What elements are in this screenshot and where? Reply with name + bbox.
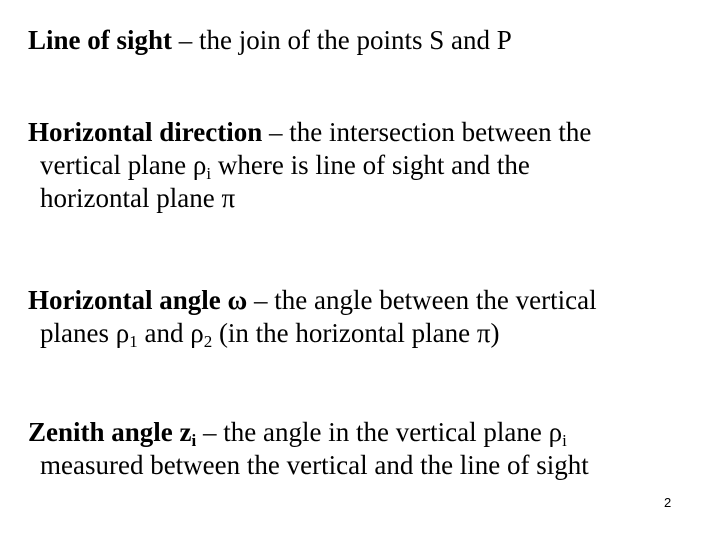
definition-zenith-angle xyxy=(28,416,708,482)
definition-text: measured between the vertical and the line of sight xyxy=(40,450,589,480)
definition-text: – the angle between the vertical xyxy=(247,285,597,315)
subscript: 2 xyxy=(203,332,213,351)
page-number: 2 xyxy=(664,495,672,510)
term-text: Horizontal angle xyxy=(28,285,228,315)
definition-line-of-sight xyxy=(28,24,708,57)
rho-symbol: ρ xyxy=(190,318,204,348)
pi-symbol: π xyxy=(221,183,236,213)
definition-text: – the join of the points S and P xyxy=(172,25,512,55)
definition-text: ) xyxy=(490,318,500,348)
term-zenith-angle xyxy=(28,417,197,450)
definition-text: and xyxy=(137,318,191,348)
continuation-line xyxy=(28,317,708,350)
definition-text: planes xyxy=(40,318,116,348)
term-horizontal-angle xyxy=(28,285,247,315)
continuation-line xyxy=(28,449,708,482)
definition-text: – the intersection between the xyxy=(262,117,592,147)
definition-horizontal-angle xyxy=(28,284,708,350)
rho-symbol: ρ xyxy=(115,318,130,348)
definition-text: vertical plane xyxy=(40,150,193,180)
term-line-of-sight: Line of sight xyxy=(28,25,173,55)
definition-text: (in the horizontal plane xyxy=(212,318,477,348)
subscript: i xyxy=(206,164,212,183)
definition-text: where is line of sight and the xyxy=(211,150,530,180)
term-text: Zenith angle z xyxy=(28,417,192,447)
omega-symbol: ω xyxy=(227,285,248,315)
definition-text: horizontal plane xyxy=(40,183,222,213)
definition-horizontal-direction xyxy=(28,116,708,215)
continuation-line xyxy=(28,149,708,182)
rho-symbol: ρ xyxy=(192,150,207,180)
subscript: i xyxy=(562,431,567,450)
pi-symbol: π xyxy=(476,318,491,348)
subscript: i xyxy=(191,431,197,450)
rho-symbol: ρ xyxy=(548,417,563,447)
term-horizontal-direction: Horizontal direction xyxy=(28,117,263,147)
definition-text: – the angle in the vertical plane xyxy=(196,417,549,447)
subscript: 1 xyxy=(129,332,138,351)
continuation-line xyxy=(28,182,708,215)
